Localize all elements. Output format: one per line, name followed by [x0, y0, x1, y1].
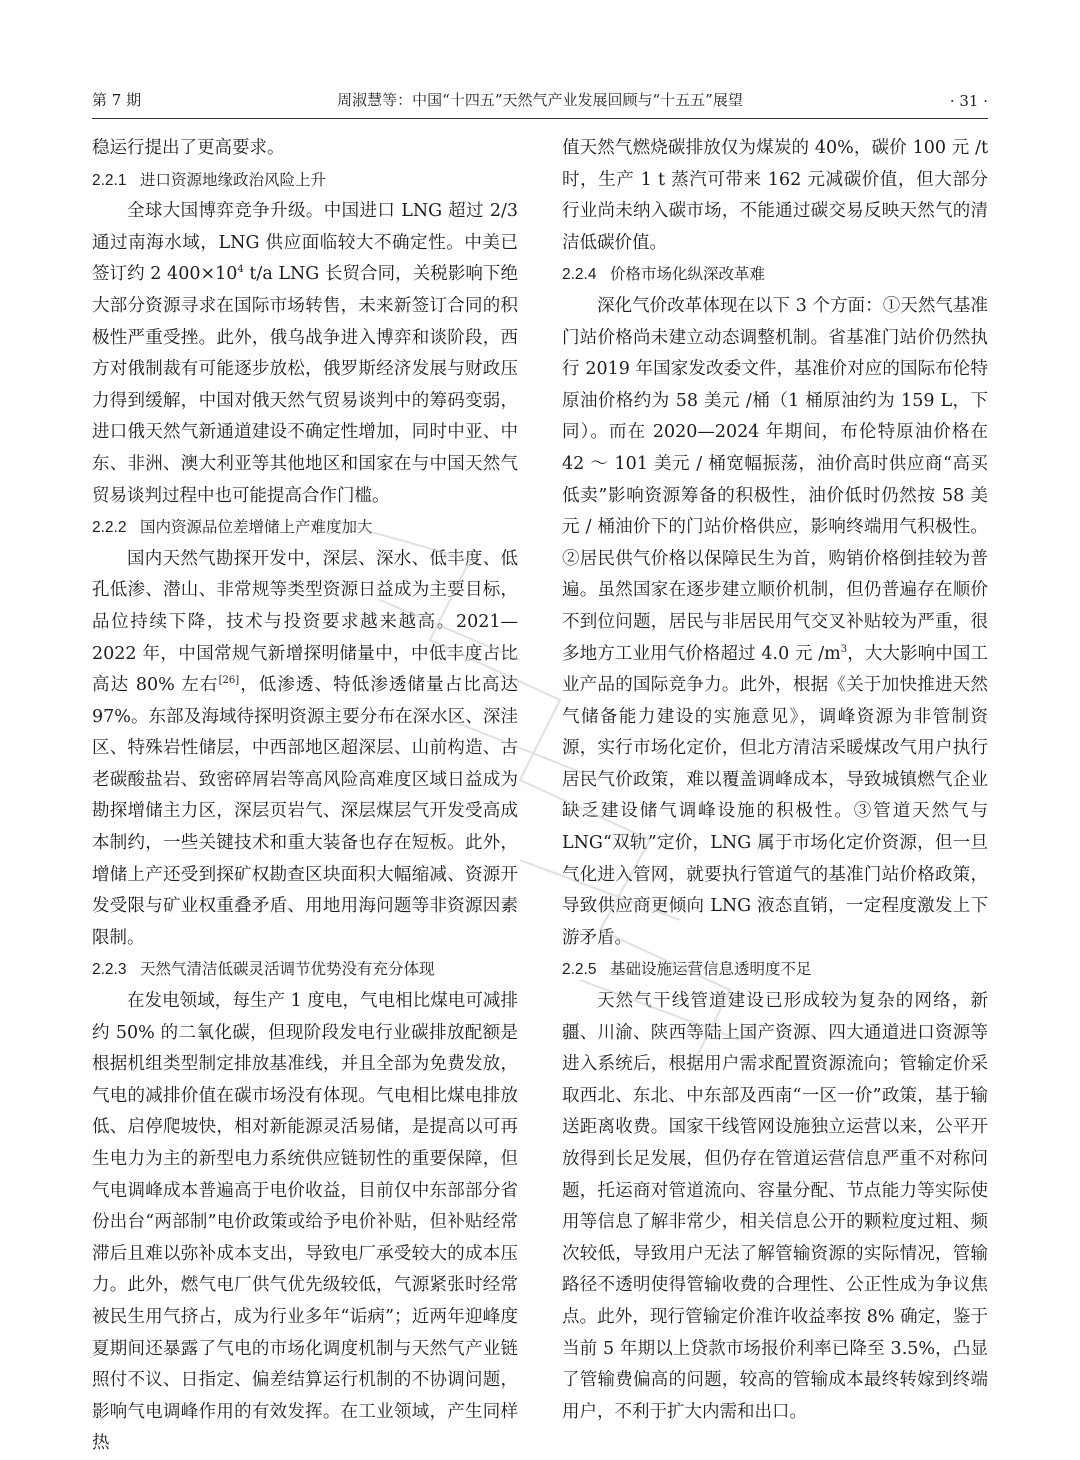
paragraph: 值天然气燃烧碳排放仅为煤炭的 40%，碳价 100 元 /t 时，生产 1 t 蒸汽可带来 162 元减碳价值，但大部分行业尚未纳入碳市场，不能通过碳交易反映天然气的清洁低碳价值。 — [562, 138, 988, 253]
right-column — [562, 133, 988, 1428]
page-number: · 31 · — [949, 92, 988, 110]
paragraph: 国内天然气勘探开发中，深层、深水、低丰度、低孔低渗、潜山、非常规等类型资源日益成为主要目标，品位持续下降，技术与投资要求越来越高。2021—2022 年，中国常规气新增探明储量中，中低丰度占比高达 80% 左右[26]，低渗透、特低渗透储量占比高达 97%。东部及海域待探明资源主要分布在深水区、深洼区、特殊岩性储层，中西部地区超深层、山前构造、古老碳酸盐岩、致密碎屑岩等高风险高难度区域日益成为勘探增储主力区，深层页岩气、深层煤层气开发受高成本制约，一些关键技术和重大装备也存在短板。此外，增储上产还受到探矿权勘查区块面积大幅缩减、资源开发受限与矿业权重叠矛盾、用地用海问题等非资源因素限制。 — [92, 548, 518, 948]
paragraph: 天然气干线管道建设已形成较为复杂的网络，新疆、川渝、陕西等陆上国产资源、四大通道进口资源等进入系统后，根据用户需求配置资源流向；管输定价采取西北、东北、中东部及西南“一区一价”政策，基于输送距离收费。国家干线管网设施独立运营以来，公平开放得到长足发展，但仍存在管道运营信息严重不对称问题，托运商对管道流向、容量分配、节点能力等实际使用等信息了解非常少，相关信息公开的颗粒度过粗、频次较低，导致用户无法了解管输资源的实际情况，管输路径不透明使得管输收费的合理性、公正性成为争议焦点。此外，现行管输定价准许收益率按 8% 确定，鉴于当前 5 年期以上贷款市场报价利率已降至 3.5%，凸显了管输费偏高的问题，较高的管输成本最终转嫁到终端用户，不利于扩大内需和出口。 — [562, 991, 988, 1422]
section-heading-2-2-1: 2.2.1 进口资源地缘政治风险上升 — [92, 170, 327, 189]
running-title: 周淑慧等：中国“十四五”天然气产业发展回顾与“十五五”展望 — [337, 91, 743, 109]
section-heading-2-2-3: 2.2.3 天然气清洁低碳灵活调节优势没有充分体现 — [92, 960, 435, 979]
left-column — [92, 133, 518, 1460]
paragraph: 在发电领域，每生产 1 度电，气电相比煤电可减排约 50% 的二氧化碳，但现阶段发电行业碳排放配额是根据机组类型制定排放基准线，并且全部为免费发放，气电的减排价值在碳市场没有体现。气电相比煤电排放低、启停爬坡快，相对新能源灵活易储，是提高以可再生电力为主的新型电力系统供应链韧性的重要保障，但气电调峰成本普遍高于电价收益，目前仅中东部部分省份出台“两部制”电价政策或给予电价补贴，但补贴经常滞后且难以弥补成本支出，导致电厂承受较大的成本压力。此外，燃气电厂供气优先级较低，气源紧张时经常被民生用气挤占，成为行业多年“诟病”；近两年迎峰度夏期间还暴露了气电的市场化调度机制与天然气产业链照付不议、日指定、偏差结算运行机制的不协调问题，影响气电调峰作用的有效发挥。在工业领域，产生同样热 — [92, 991, 518, 1454]
paragraph: 稳运行提出了更高要求。 — [92, 138, 285, 158]
page-header — [92, 84, 988, 119]
citation: [26] — [218, 675, 240, 687]
paragraph: 深化气价改革体现在以下 3 个方面：①天然气基准门站价格尚未建立动态调整机制。省基准门站价仍然执行 2019 年国家发改委文件，基准价对应的国际布伦特原油价格约为 58 美元 /桶（1 桶原油约为 159 L，下同）。而在 2020—2024 年期间，布伦特原油价格在 42 ～ 101 美元 / 桶宽幅振荡，油价高时供应商“高买低卖”影响资源筹备的积极性，油价低时仍然按 58 美元 / 桶油价下的门站价格供应，影响终端用气积极性。②居民供气价格以保障民生为首，购销价格倒挂较为普遍。虽然国家在逐步建立顺价机制，但仍普遍存在顺价不到位问题，居民与非居民用气交叉补贴较为严重，很多地方工业用气价格超过 4.0 元 $/m^3$，大大影响中国工业产品的国际竞争力。此外，根据《关于加快推进天然气储备能力建设的实施意见》，调峰资源为非管制资源，实行市场化定价，但北方清洁采暖煤改气用户执行居民气价政策，难以覆盖调峰成本，导致城镇燃气企业缺乏建设储气调峰设施的积极性。③管道天然气与 LNG“双轨”定价，LNG 属于市场化定价资源，但一旦气化进入管网，就要执行管道气的基准门站价格政策，导致供应商更倾向 LNG 液态直销，一定程度激发上下游矛盾。 — [562, 295, 989, 948]
section-heading-2-2-4: 2.2.4 价格市场化纵深改革难 — [562, 265, 766, 284]
issue-number: 第 7 期 — [92, 91, 142, 109]
section-heading-2-2-2: 2.2.2 国内资源品位差增储上产难度加大 — [92, 518, 373, 537]
section-heading-2-2-5: 2.2.5 基础设施运营信息透明度不足 — [562, 960, 812, 979]
paragraph: 全球大国博弈竞争升级。中国进口 LNG 超过 2/3 通过南海水域，LNG 供应面临较大不确定性。中美已签订约 2 $400\times 10^4$ t/a LNG 长贸合同，关税影响下绝大部分资源寻求在国际市场转售，未来新签订合同的积极性严重受挫。此外，俄乌战争进入博弈和谈阶段，西方对俄制裁有可能逐步放松，俄罗斯经济发展与财政压力得到缓解，中国对俄天然气贸易谈判中的筹码变弱，进口俄天然气新通道建设不确定性增加，同时中亚、中东、非洲、澳大利亚等其他地区和国家在与中国天然气贸易谈判过程中也可能提高合作门槛。 — [92, 201, 518, 506]
